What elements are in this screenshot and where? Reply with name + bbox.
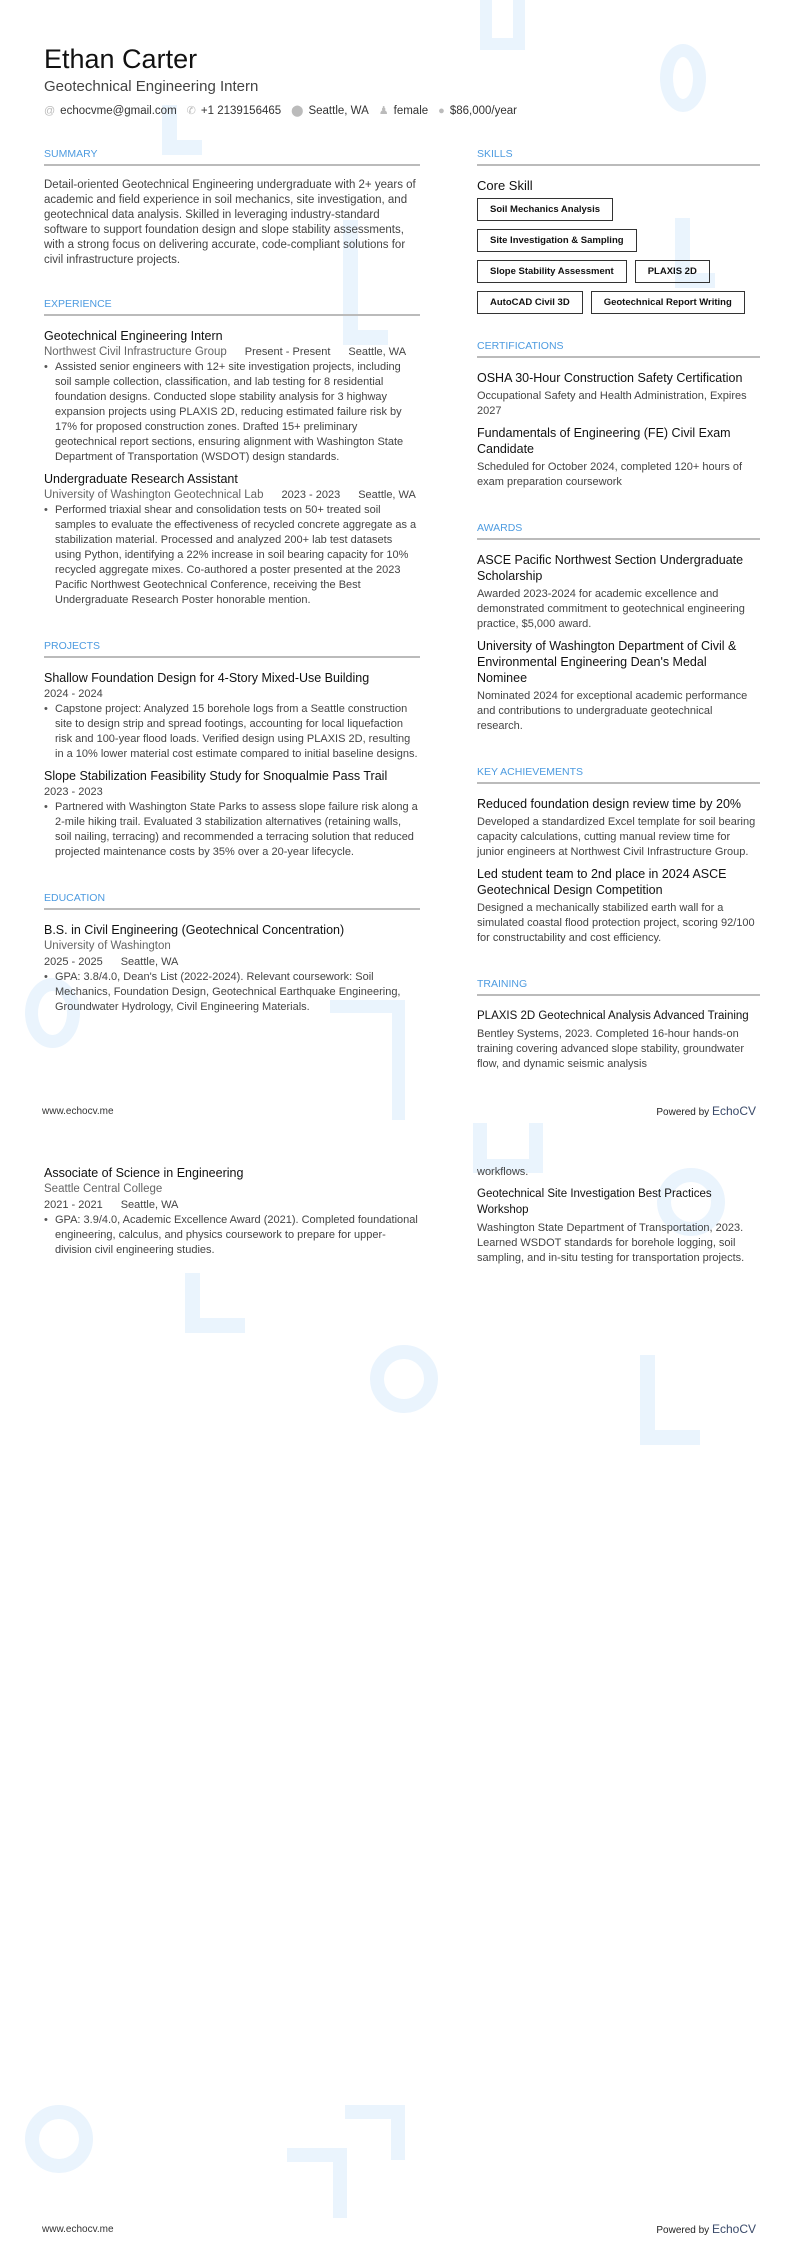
- award-title: University of Washington Department of Civil & Environmental Engineering Dean's Medal Nominee: [477, 639, 737, 685]
- phone-icon: ✆: [186, 105, 196, 117]
- email-text: echocvme@gmail.com: [60, 104, 177, 117]
- footer-site-link[interactable]: www.echocv.me: [42, 1106, 114, 1117]
- bullet: • Partnered with Washington State Parks to assess slope failure risk along a 2-mile hiking trail. Evaluated 3 stabilization alternatives (retaining walls, soil nailing, terracing) and recommended a terracing solution that reduced projected maintenance costs by 35% over a 20-year lifecycle.: [44, 800, 420, 860]
- project-item: [44, 670, 420, 762]
- section-heading-awards: AWARDS: [477, 522, 760, 540]
- bullet: • Assisted senior engineers with 12+ site investigation projects, including soil sample collection, classification, and lab testing for 8 residential foundation designs. Conducted slope stability analysis for 3 highway expansion projects using PLAXIS 2D, reducing estimated failure risk by 17% for proposed construction zones. Drafted 15+ preliminary geotechnical report sections, ensuring alignment with Washington State Department of Transportation (WSDOT) design standards.: [44, 360, 420, 465]
- powered-by-text: Powered by: [656, 1107, 710, 1118]
- section-heading-achievements: KEY ACHIEVEMENTS: [477, 766, 760, 784]
- right-column-page1: [477, 148, 760, 1078]
- section-heading-training: TRAINING: [477, 978, 760, 996]
- dates: 2023 - 2023: [44, 786, 103, 798]
- cert-title: Fundamentals of Engineering (FE) Civil Exam Candidate: [477, 426, 731, 456]
- location: Seattle, WA: [120, 956, 179, 968]
- award-desc: Nominated 2024 for exceptional academic performance and contributions to undergraduate geotechnical research.: [477, 690, 748, 732]
- achievement-desc: Designed a mechanically stabilized earth wall for a simulated coastal flood protection project, scoring 92/100 for constructability and cost efficiency.: [477, 902, 755, 944]
- gender-text: female: [393, 105, 429, 117]
- decor-ring: [660, 44, 706, 112]
- location-icon: ⬤: [291, 105, 304, 117]
- skill-tags: [477, 198, 760, 314]
- salary-icon: ●: [438, 104, 445, 117]
- contact-bar: [44, 104, 517, 117]
- degree: Associate of Science in Engineering: [44, 1166, 244, 1180]
- job-title: Undergraduate Research Assistant: [44, 472, 238, 486]
- skill-tag: Soil Mechanics Analysis: [477, 198, 613, 221]
- bullet: • Performed triaxial shear and consolidation tests on 50+ treated soil samples to evaluate the effectiveness of recycled concrete aggregate as a stabilization material. Processed and analyzed 200+ lab test datasets using Python, identifying a 22% increase in soil bearing capacity for 10% recycled aggregate mixes. Co-authored a poster presented at the 2023 Pacific Northwest Geotechnical Conference, receiving the Best Undergraduate Research Poster honorable mention.: [44, 503, 420, 608]
- award-desc: Awarded 2023-2024 for academic excellence and demonstrated commitment to geotechnical engineering practice, $5,000 award.: [477, 588, 745, 630]
- decor-shape: [287, 2148, 347, 2218]
- dates: 2021 - 2021: [44, 1199, 103, 1211]
- location: Seattle, WA: [348, 346, 407, 358]
- summary-text: Detail-oriented Geotechnical Engineering undergraduate with 2+ years of academic and field experience in soil mechanics, site investigation, and geotechnical data analysis. Skilled in leveraging industry-standard software to support foundation design and slope stability assessments, with a strong focus on delivering accurate, code-compliant solutions for civil infrastructure projects.: [44, 179, 416, 266]
- right-column-page2: [477, 1165, 760, 1272]
- section-heading-certifications: CERTIFICATIONS: [477, 340, 760, 358]
- skill-tag: Geotechnical Report Writing: [591, 291, 745, 314]
- skill-tag: Site Investigation & Sampling: [477, 229, 637, 252]
- training-title: PLAXIS 2D Geotechnical Analysis Advanced Training: [477, 1010, 749, 1022]
- project-title: Shallow Foundation Design for 4-Story Mixed-Use Building: [44, 671, 370, 685]
- company: University of Washington Geotechnical Lab: [44, 489, 264, 501]
- education-item: [44, 1165, 420, 1258]
- cert-title: OSHA 30-Hour Construction Safety Certification: [477, 371, 743, 385]
- education-item: [44, 922, 420, 1015]
- dates: Present - Present: [244, 346, 331, 358]
- cert-desc: Scheduled for October 2024, completed 120+ hours of exam preparation coursework: [477, 461, 743, 488]
- candidate-name: Ethan Carter: [44, 44, 198, 74]
- phone-text: +1 2139156465: [200, 105, 282, 117]
- award-title: ASCE Pacific Northwest Section Undergraduate Scholarship: [477, 553, 744, 583]
- contact-location: [291, 104, 369, 117]
- salary-text: $86,000/year: [449, 104, 517, 117]
- bullet: • GPA: 3.8/4.0, Dean's List (2022-2024). Relevant coursework: Soil Mechanics, Foundation Design, Geotechnical Earthquake Engineering, Groundwater Hydrology, Civil Engineering Materials.: [44, 970, 420, 1015]
- achievement-desc: Developed a standardized Excel template for soil bearing capacity calculations, cutting manual review time for junior engineers at Northwest Civil Infrastructure Group.: [477, 816, 756, 858]
- contact-email[interactable]: [44, 105, 177, 117]
- powered-by-text: Powered by: [656, 2225, 710, 2236]
- dates: 2024 - 2024: [44, 688, 103, 700]
- section-heading-education: EDUCATION: [44, 892, 420, 910]
- project-item: [44, 768, 420, 860]
- skill-tag: AutoCAD Civil 3D: [477, 291, 583, 314]
- section-heading-projects: PROJECTS: [44, 640, 420, 658]
- skill-group-title: Core Skill: [477, 178, 533, 193]
- school: Seattle Central College: [44, 1183, 163, 1195]
- project-title: Slope Stabilization Feasibility Study for Snoqualmie Pass Trail: [44, 769, 388, 783]
- decor-ring: [370, 1345, 438, 1413]
- decor-shape: [640, 1355, 700, 1445]
- footer-site-link[interactable]: www.echocv.me: [42, 2224, 114, 2235]
- location-text: Seattle, WA: [308, 105, 369, 117]
- section-heading-skills: SKILLS: [477, 148, 760, 166]
- section-heading-experience: EXPERIENCE: [44, 298, 420, 316]
- job-title: Geotechnical Engineering Intern: [44, 329, 223, 343]
- school: University of Washington: [44, 940, 171, 952]
- skill-tag: Slope Stability Assessment: [477, 260, 627, 283]
- training-title: Geotechnical Site Investigation Best Practices Workshop: [477, 1188, 712, 1216]
- degree: B.S. in Civil Engineering (Geotechnical Concentration): [44, 923, 345, 937]
- training-desc-continued: workflows.: [477, 1166, 529, 1178]
- achievement-title: Led student team to 2nd place in 2024 ASCE Geotechnical Design Competition: [477, 867, 727, 897]
- achievement-title: Reduced foundation design review time by 20%: [477, 797, 742, 811]
- person-icon: ♟: [378, 105, 389, 117]
- candidate-title: Geotechnical Engineering Intern: [44, 78, 259, 95]
- dates: 2025 - 2025: [44, 956, 103, 968]
- contact-phone[interactable]: [187, 104, 281, 117]
- location: Seattle, WA: [120, 1199, 179, 1211]
- cert-desc: Occupational Safety and Health Administration, Expires 2027: [477, 390, 747, 417]
- bullet: • Capstone project: Analyzed 15 borehole logs from a Seattle construction site to design strip and spread footings, accounting for local liquefaction risk and 100-year flood loads. Verified design using PLAXIS 2D, resulting in a 10% lower material cost estimate compared to initial baseline designs.: [44, 702, 420, 762]
- brand-name: EchoCV: [711, 1104, 756, 1118]
- location: Seattle, WA: [358, 489, 416, 501]
- decor-shape: [185, 1273, 245, 1333]
- left-column-page2: [44, 1165, 420, 1264]
- footer-powered-by[interactable]: [656, 2222, 756, 2236]
- training-desc: Washington State Department of Transportation, 2023. Learned WSDOT standards for borehole logging, soil sampling, and in-situ testing for transportation projects.: [477, 1222, 745, 1264]
- at-icon: @: [44, 104, 56, 117]
- contact-gender: [379, 104, 428, 117]
- decor-shape: [480, 0, 525, 50]
- skill-tag: PLAXIS 2D: [635, 260, 710, 283]
- experience-item: [44, 471, 420, 608]
- decor-shape: [345, 2105, 405, 2160]
- experience-item: [44, 328, 420, 465]
- company: Northwest Civil Infrastructure Group: [44, 346, 227, 358]
- dates: 2023 - 2023: [281, 489, 341, 501]
- section-heading-summary: SUMMARY: [44, 148, 420, 166]
- brand-name: EchoCV: [711, 2222, 756, 2236]
- left-column-page1: [44, 148, 420, 1021]
- contact-salary: [438, 105, 517, 117]
- footer-powered-by[interactable]: [656, 1104, 756, 1118]
- training-desc: Bentley Systems, 2023. Completed 16-hour hands-on training covering advanced slope stability, groundwater flow, and dynamic seismic analysis: [477, 1028, 745, 1070]
- decor-ring: [25, 2105, 93, 2173]
- bullet: • GPA: 3.9/4.0, Academic Excellence Award (2021). Completed foundational engineering, calculus, and physics coursework to prepare for upper-division civil engineering studies.: [44, 1213, 420, 1258]
